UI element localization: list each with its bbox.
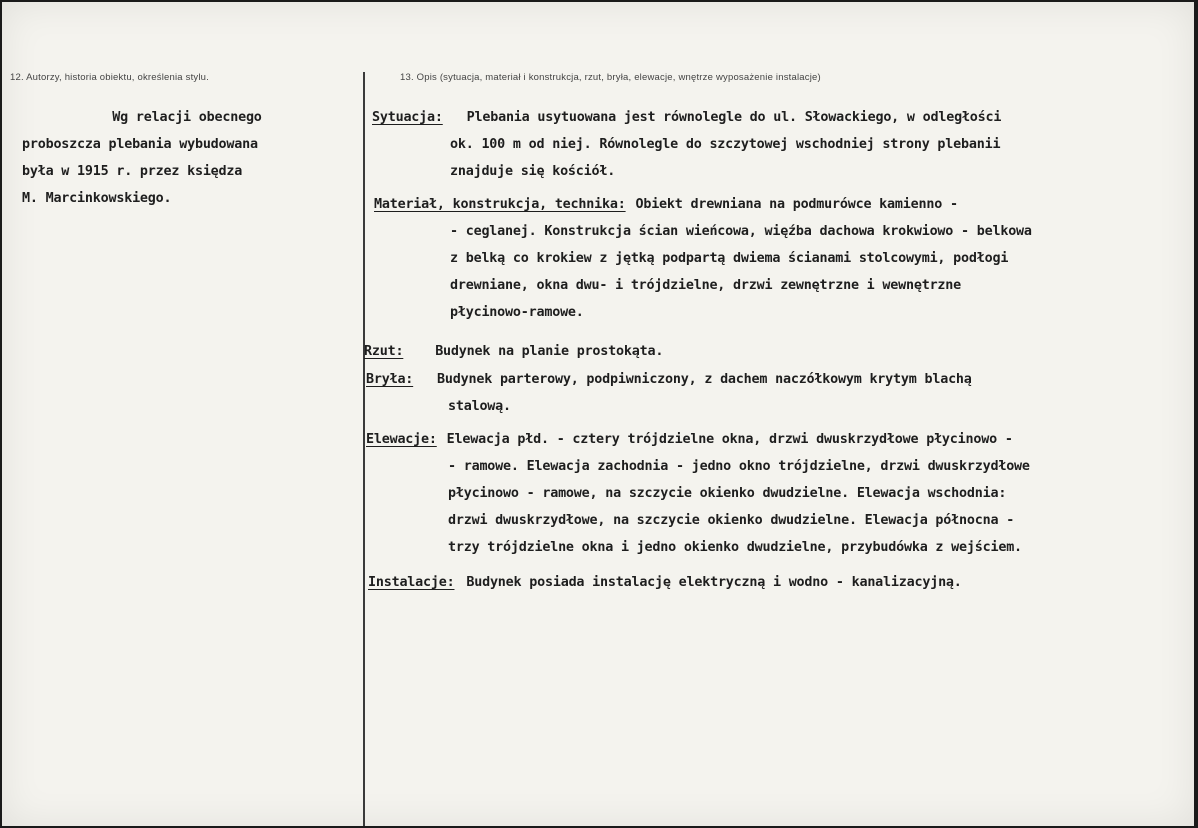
- section-bryla: [366, 366, 1194, 420]
- material-line: płycinowo-ramowe.: [450, 305, 584, 320]
- header-description: 13. Opis (sytuacja, materiał i konstrukcja, rzut, bryła, elewacje, wnętrze wyposażenie instalacje): [400, 72, 821, 83]
- section-instalacje: [368, 569, 1194, 596]
- material-line: z belką co krokiew z jętką podpartą dwiema ścianami stolcowymi, podłogi: [450, 251, 1009, 266]
- history-line: M. Marcinkowskiego.: [22, 191, 172, 206]
- label-elewacje: Elewacje:: [366, 432, 437, 447]
- sytuacja-line: Plebania usytuowana jest równolegle do ul. Słowackiego, w odległości: [466, 110, 1002, 125]
- rzut-line: Budynek na planie prostokąta.: [435, 344, 664, 359]
- elewacje-line: - ramowe. Elewacja zachodnia - jedno okno trójdzielne, drzwi dwuskrzydłowe: [448, 459, 1030, 474]
- sytuacja-line: ok. 100 m od niej. Równolegle do szczytowej wschodniej strony plebanii: [450, 137, 1001, 152]
- section-material: [374, 191, 1194, 326]
- history-line: Wg relacji obecnego: [112, 110, 262, 125]
- bryla-line: Budynek parterowy, podpiwniczony, z dachem naczółkowym krytym blachą: [437, 372, 972, 387]
- elewacje-line: drzwi dwuskrzydłowe, na szczycie okienko dwudzielne. Elewacja północna -: [448, 513, 1015, 528]
- elewacje-line: trzy trójdzielne okna i jedno okienko dwudzielne, przybudówka z wejściem.: [448, 540, 1022, 555]
- label-sytuacja: Sytuacja:: [372, 110, 443, 125]
- header-authors-history: 12. Autorzy, historia obiektu, określenia stylu.: [10, 72, 209, 83]
- section-sytuacja: [372, 104, 1194, 185]
- history-note: [22, 104, 352, 212]
- document-card: [2, 2, 1194, 826]
- label-bryla: Bryła:: [366, 372, 414, 387]
- history-line: była w 1915 r. przez księdza: [22, 164, 243, 179]
- column-divider: [363, 72, 365, 826]
- elewacje-line: płycinowo - ramowe, na szczycie okienko dwudzielne. Elewacja wschodnia:: [448, 486, 1007, 501]
- label-rzut: Rzut:: [364, 344, 404, 359]
- sytuacja-line: znajduje się kościół.: [450, 164, 616, 179]
- bryla-line: stalową.: [448, 399, 511, 414]
- instalacje-line: Budynek posiada instalację elektryczną i wodno - kanalizacyjną.: [466, 575, 962, 590]
- elewacje-line: Elewacja płd. - cztery trójdzielne okna, drzwi dwuskrzydłowe płycinowo -: [446, 432, 1013, 447]
- material-line: - ceglanej. Konstrukcja ścian wieńcowa, więźba dachowa krokwiowo - belkowa: [450, 224, 1032, 239]
- label-instalacje: Instalacje:: [368, 575, 455, 590]
- section-elewacje: [366, 426, 1194, 561]
- section-rzut: [364, 338, 1194, 365]
- label-material: Materiał, konstrukcja, technika:: [374, 197, 626, 212]
- history-line: proboszcza plebania wybudowana: [22, 137, 258, 152]
- material-line: Obiekt drewniana na podmurówce kamienno -: [635, 197, 958, 212]
- material-line: drewniane, okna dwu- i trójdzielne, drzwi zewnętrzne i wewnętrzne: [450, 278, 962, 293]
